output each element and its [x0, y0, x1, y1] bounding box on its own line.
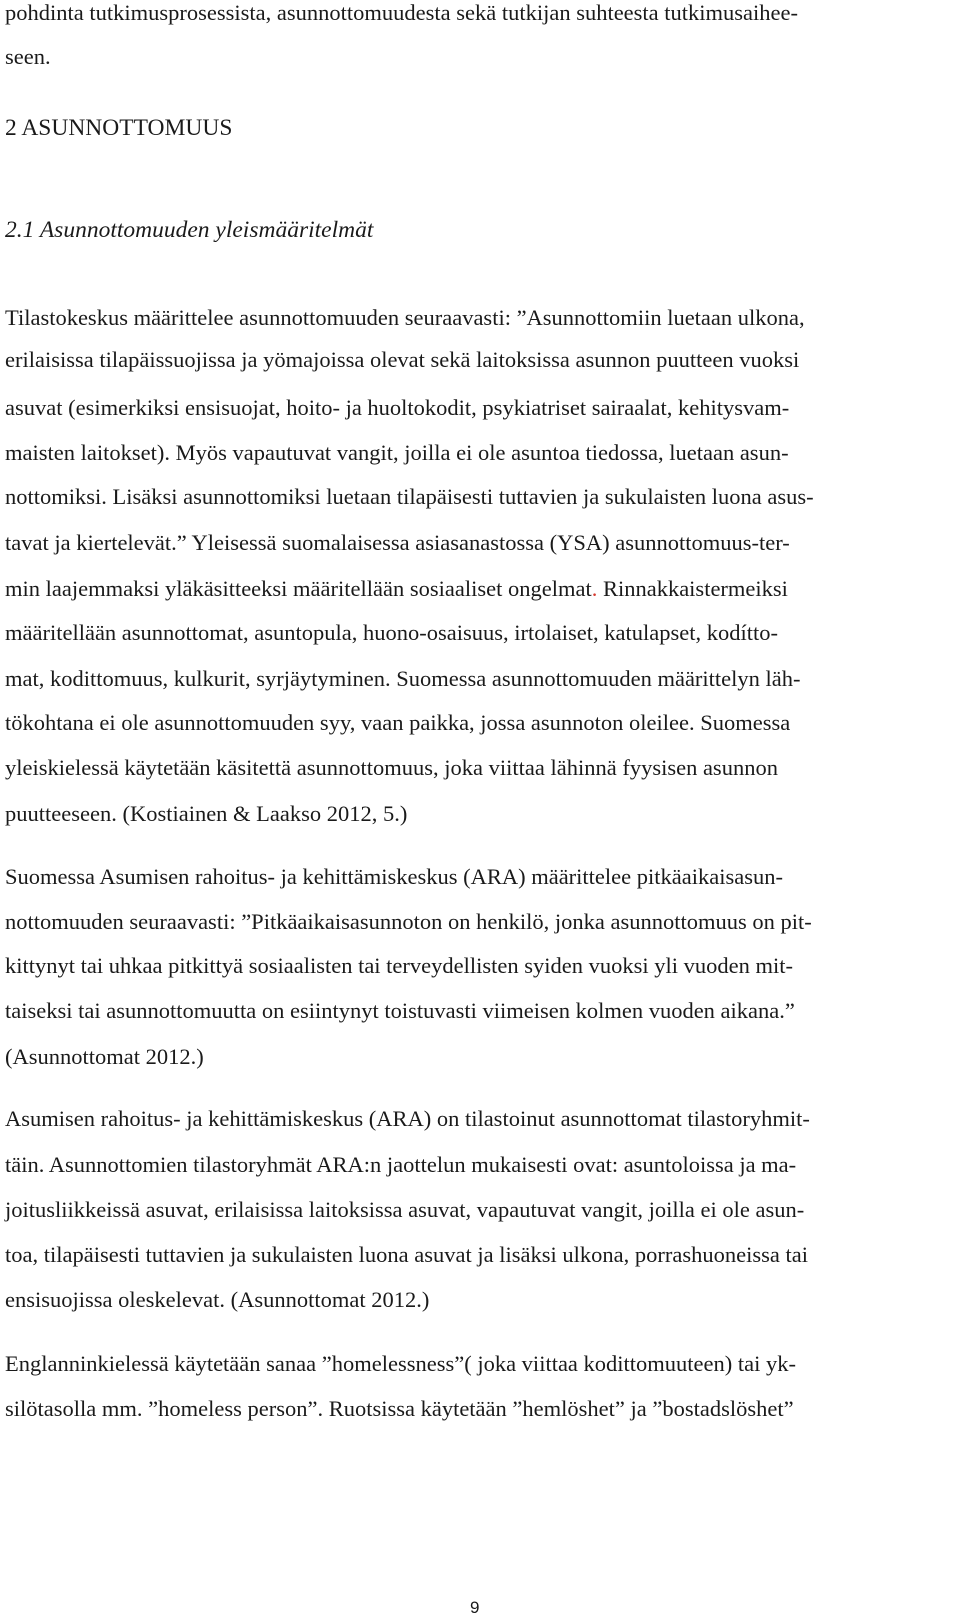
text-line: nottomuuden seuraavasti: ”Pitkäaikaisasunnoton on henkilö, jonka asunnottomuus on pit- [5, 909, 812, 934]
text-line: joitusliikkeissä asuvat, erilaisissa laitoksissa asuvat, vapautuvat vangit, joilla ei ole asun- [5, 1197, 805, 1222]
text-line [5, 574, 788, 604]
text-line: toa, tilapäisesti tuttavien ja sukulaisten luona asuvat ja lisäksi ulkona, porrashuoneissa tai [5, 1242, 808, 1267]
text-line: erilaisissa tilapäissuojissa ja yömajoissa olevat sekä laitoksissa asunnon puutteen vuoksi [5, 347, 800, 372]
text-line: mat, kodittomuus, kulkurit, syrjäytyminen. Suomessa asunnottomuuden määrittelyn läh- [5, 666, 801, 691]
highlighted-period: . [591, 576, 598, 601]
section-heading: 2.1 Asunnottomuuden yleismääritelmät [5, 217, 374, 243]
text-line: Englanninkielessä käytetään sanaa ”homelessness”( joka viittaa kodittomuuteen) tai yk- [5, 1351, 796, 1376]
text-line: asuvat (esimerkiksi ensisuojat, hoito- ja huoltokodit, psykiatriset sairaalat, kehitysvam- [5, 395, 790, 420]
text-line: Suomessa Asumisen rahoitus- ja kehittämiskeskus (ARA) määrittelee pitkäaikaisasun- [5, 864, 783, 889]
text-line: kittynyt tai uhkaa pitkittyä sosiaalisten tai terveydellisten syiden vuoksi yli vuoden mit- [5, 953, 793, 978]
page-number: 9 [470, 1598, 480, 1617]
text-line: Asumisen rahoitus- ja kehittämiskeskus (ARA) on tilastoinut asunnottomat tilastoryhmit- [5, 1106, 810, 1131]
text-line: maisten laitokset). Myös vapautuvat vangit, joilla ei ole asuntoa tiedossa, luetaan asun- [5, 440, 789, 465]
text-line: seen. [5, 44, 51, 69]
text-line: täin. Asunnottomien tilastoryhmät ARA:n jaottelun mukaisesti ovat: asuntoloissa ja ma- [5, 1152, 797, 1177]
text-line: Tilastokeskus määrittelee asunnottomuuden seuraavasti: ”Asunnottomiin luetaan ulkona, [5, 305, 805, 330]
text-line: (Asunnottomat 2012.) [5, 1044, 204, 1069]
text-line: nottomiksi. Lisäksi asunnottomiksi luetaan tilapäisesti tuttavien ja sukulaisten luona asus- [5, 484, 814, 509]
text-line: yleiskielessä käytetään käsitettä asunnottomuus, joka viittaa lähinnä fyysisen asunnon [5, 755, 778, 780]
text-line: pohdinta tutkimusprosessista, asunnottomuudesta sekä tutkijan suhteesta tutkimusaihee- [5, 0, 799, 25]
text-line: ensisuojissa oleskelevat. (Asunnottomat 2012.) [5, 1287, 430, 1312]
text-line: puutteeseen. (Kostiainen & Laakso 2012, 5.) [5, 801, 408, 826]
text-segment: Rinnakkaistermeiksi [597, 576, 788, 601]
text-segment: min laajemmaksi yläkäsitteeksi määritellään sosiaaliset ongelmat [5, 576, 592, 601]
text-line: määritellään asunnottomat, asuntopula, huono-osaisuus, irtolaiset, katulapset, kodítto- [5, 620, 778, 645]
text-line: tavat ja kiertelevät.” Yleisessä suomalaisessa asiasanastossa (YSA) asunnottomuus-ter- [5, 530, 790, 555]
text-line: taiseksi tai asunnottomuutta on esiintynyt toistuvasti viimeisen kolmen vuoden aikana.” [5, 998, 795, 1023]
chapter-heading: 2 ASUNNOTTOMUUS [5, 115, 233, 141]
text-line: silötasolla mm. ”homeless person”. Ruotsissa käytetään ”hemlöshet” ja ”bostadslöshet” [5, 1396, 794, 1421]
text-line: tökohtana ei ole asunnottomuuden syy, vaan paikka, jossa asunnoton oleilee. Suomessa [5, 710, 791, 735]
